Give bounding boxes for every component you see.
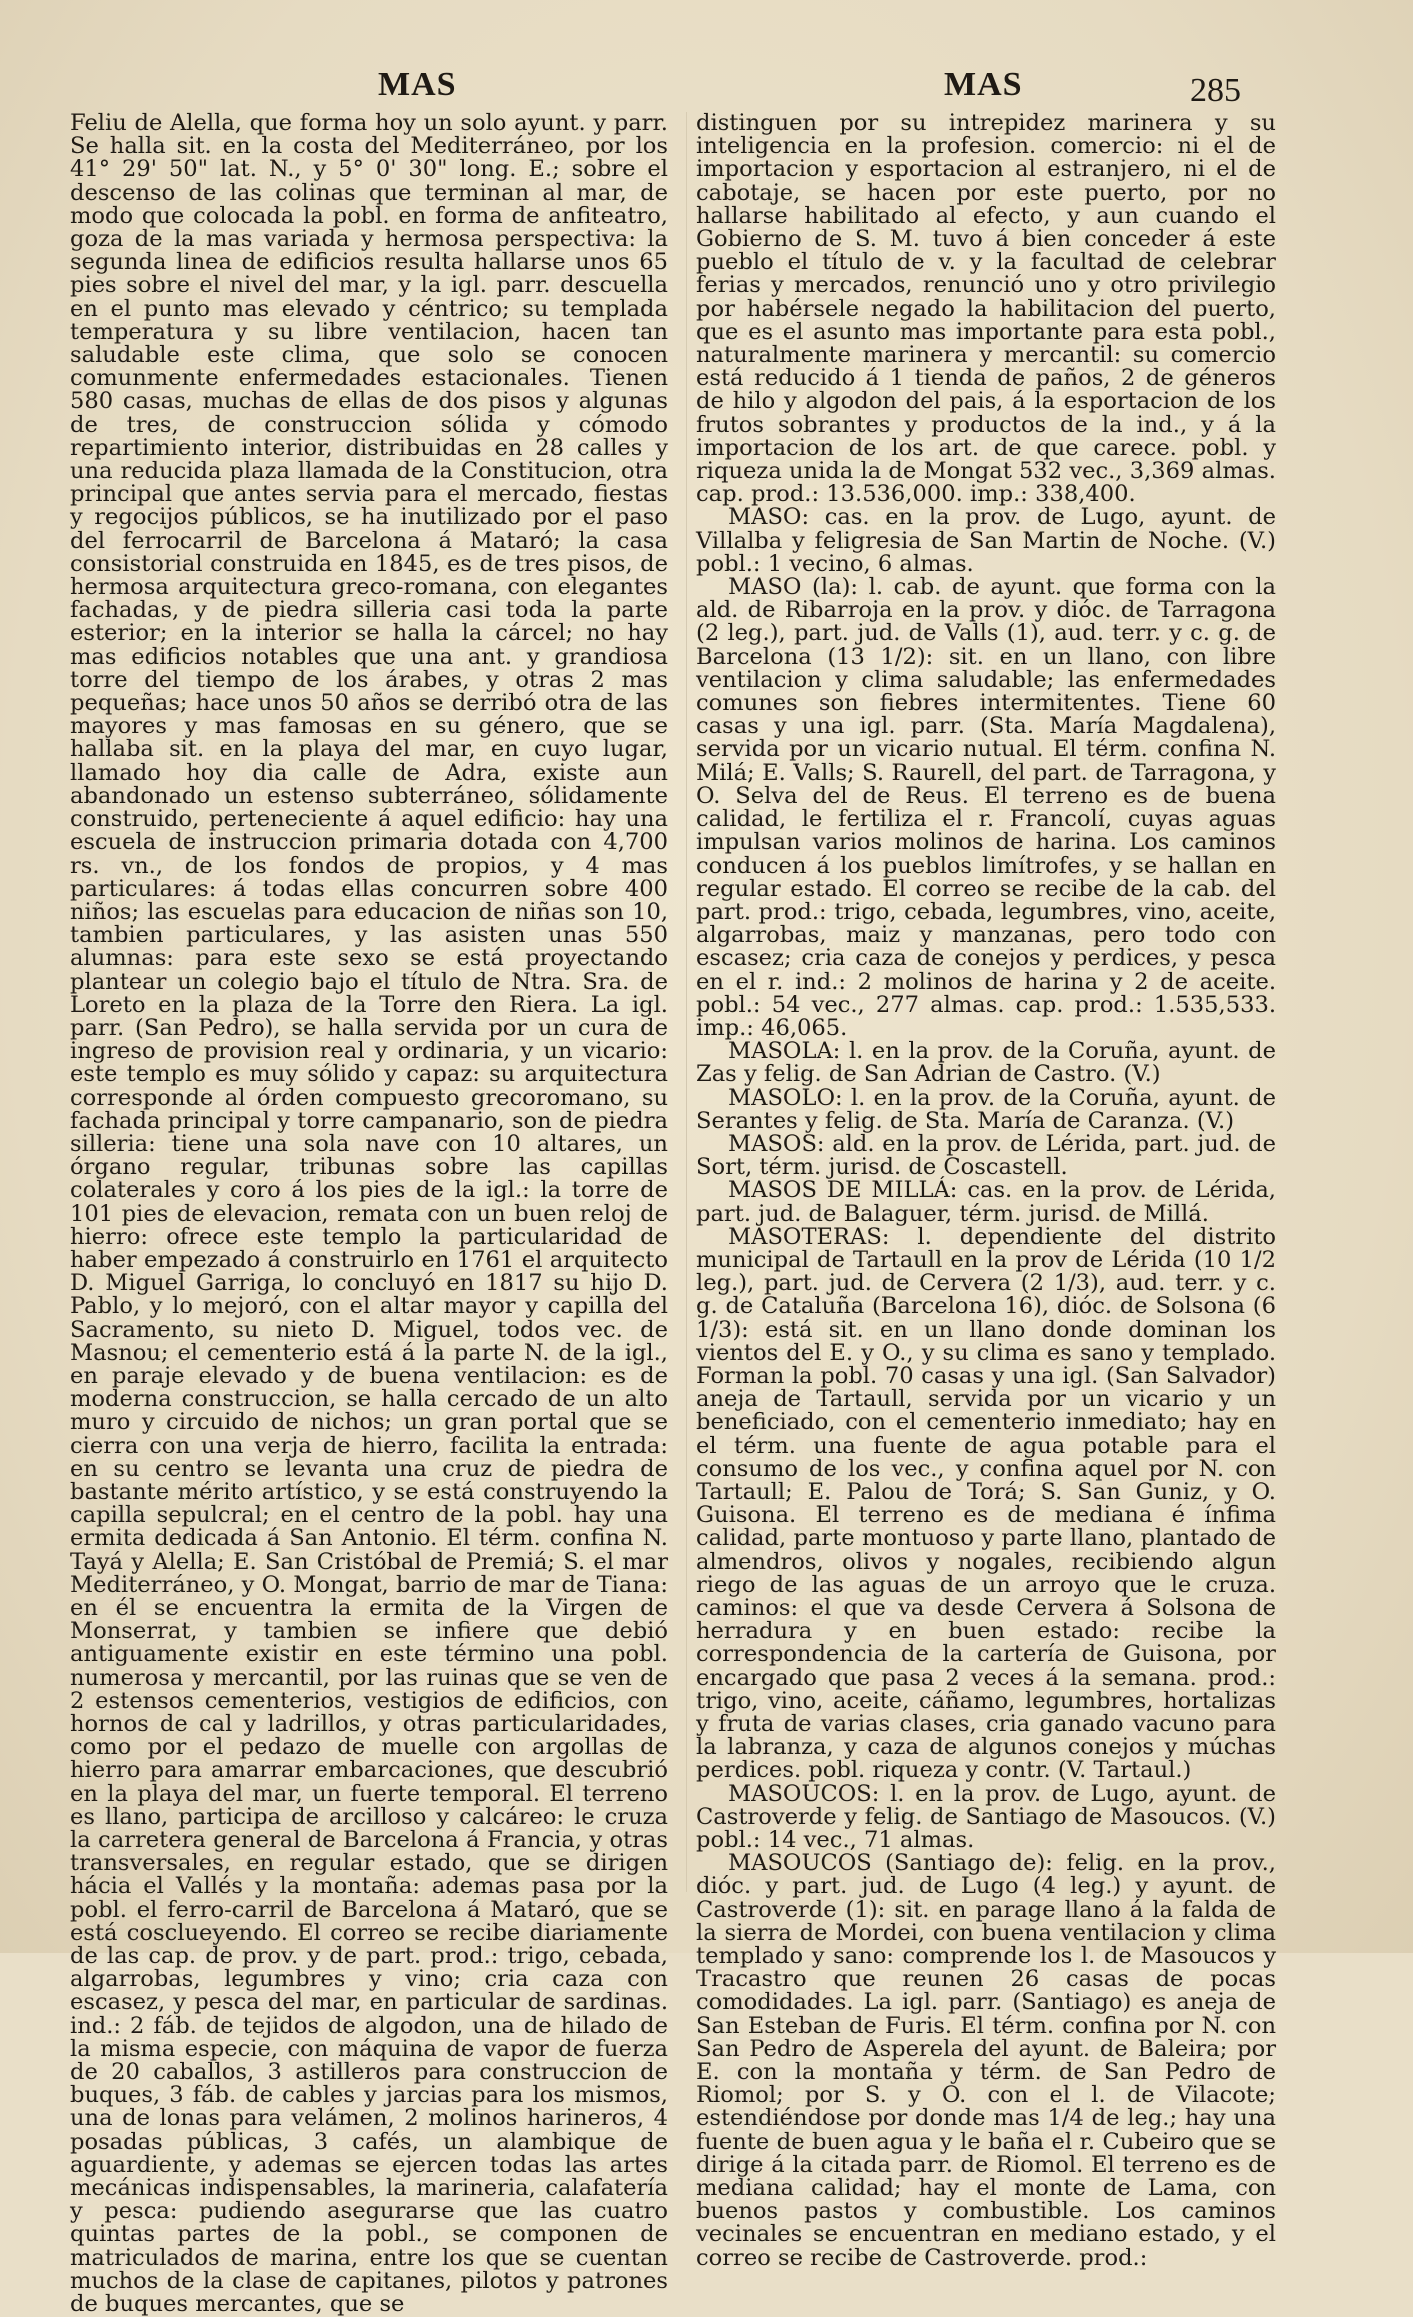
entry-masos: MASOS: ald. en la prov. de Lérida, part. jud. de Sort, térm. jurisd. de Coscastell. (696, 1130, 1276, 1181)
running-head-left: MAS (378, 66, 457, 103)
entry-masos-de-milla: MASOS DE MILLÁ: cas. en la prov. de Lérida, part. jud. de Balaguer, térm. jurisd. de Millá. (696, 1177, 1276, 1227)
column-divider (686, 112, 687, 1892)
right-column (696, 110, 1276, 2271)
running-head-right: MAS (944, 66, 1023, 103)
left-paragraph: Feliu de Alella, que forma hoy un solo ayunt. y parr. Se halla sit. en la costa del Mediterráneo, por los 41° 29' 50" lat. N., y 5° 0' 30" long. E.; sobre el descenso de las colinas que terminan al mar, de modo que colocada la pobl. en forma de anfiteatro, goza de la mas variada y hermosa perspectiva: la segunda linea de edificios resulta hallarse unos 65 pies sobre el nivel del mar, y la igl. parr. descuella en el punto mas elevado y céntrico; su templada temperatura y su libre ventilacion, hacen tan saludable este clima, que solo se conocen comunmente enfermedades estacionales. Tienen 580 casas, muchas de ellas de dos pisos y algunas de tres, de construccion sólida y cómodo repartimiento interior, distribuidas en 28 calles y una reducida plaza llamada de la Constitucion, otra principal que antes servia para el mercado, fiestas y regocijos públicos, se ha inutilizado por el paso del ferrocarril de Barcelona á Mataró; la casa consistorial construida en 1845, es de tres pisos, de hermosa arquitectura greco-romana, con elegantes fachadas, y de piedra silleria casi toda la parte esterior; en la interior se halla la cárcel; no hay mas edificios notables que una ant. y grandiosa torre del tiempo de los árabes, y otras 2 mas pequeñas; hace unos 50 años se derribó otra de las mayores y mas famosas en su género, que se hallaba sit. en la playa del mar, en cuyo lugar, llamado hoy dia calle de Adra, existe aun abandonado un estenso subterráneo, sólidamente construido, perteneciente á aquel edificio: hay una escuela de instruccion primaria dotada con 4,700 rs. vn., de los fondos de propios, y 4 mas particulares: á todas ellas concurren sobre 400 niños; las escuelas para educacion de niñas son 10, tambien particulares, y las asisten unas 550 alumnas: para este sexo se está proyectando plantear un colegio bajo el título de Ntra. Sra. de Loreto en la plaza de la Torre den Riera. La igl. parr. (San Pedro), se halla servida por un cura de ingreso de provision real y ordinaria, y un vicario: este templo es muy sólido y capaz: su arquitectura corresponde al órden compuesto grecoromano, su fachada principal y torre campanario, son de piedra silleria: tiene una sola nave con 10 altares, un órgano regular, tribunas sobre las capillas colaterales y coro á los pies de la igl.: la torre de 101 pies de elevacion, remata con un buen reloj de hierro: ofrece este templo la particularidad de haber empezado á construirlo en 1761 el arquitecto D. Miguel Garriga, lo concluyó en 1817 su hijo D. Pablo, y lo mejoró, con el altar mayor y capilla del Sacramento, su nieto D. Miguel, todos vec. de Masnou; el cementerio está á la parte N. de la igl., en paraje elevado y de buena ventilacion: es de moderna construccion, se halla cercado de un alto muro y circuido de nichos; un gran portal que se cierra con una verja de hierro, facilita la entrada: en su centro se levanta una cruz de piedra de bastante mérito artístico, y se está construyendo la capilla sepulcral; en el centro de la pobl. hay una ermita dedicada á San Antonio. El térm. confina N. Tayá y Alella; E. San Cristóbal de Premiá; S. el mar Mediterráneo, y O. Mongat, barrio de mar de Tiana: en él se encuentra la ermita de la Virgen de Monserrat, y tambien se infiere que debió antiguamente existir en este término una pobl. numerosa y mercantil, por las ruinas que se ven de 2 estensos cementerios, vestigios de edificios, con hornos de cal y ladrillos, y otras particularidades, como por el pedazo de muelle con argollas de hierro para amarrar embarcaciones, que descubrió en la playa del mar, un fuerte temporal. El terreno es llano, participa de arcilloso y calcáreo: le cruza la carretera general de Barcelona á Francia, y otras transversales, en regular estado, que se dirigen hácia el Vallés y la montaña: ademas pasa por la pobl. el ferro-carril de Barcelona á Mataró, que se está cosclueyendo. El correo se recibe diariamente de las cap. de prov. y de part. prod.: trigo, cebada, algarrobas, legumbres y vino; cria caza con escasez, y pesca del mar, en particular de sardinas. ind.: 2 fáb. de tejidos de algodon, una de hilado de la misma especie, con máquina de vapor de fuerza de 20 caballos, 3 astilleros para construccion de buques, 3 fáb. de cables y jarcias para los mismos, una de lonas para velámen, 2 molinos harineros, 4 posadas públicas, 3 cafés, un alambique de aguardiente, y ademas se ejercen todas las artes mecánicas indispensables, la marineria, calafatería y pesca: pudiendo asegurarse que las cuatro quintas partes de la pobl., se componen de matriculados de marina, entre los que se cuentan muchos de la clase de capitanes, pilotos y patrones de buques mercantes, que se (70, 110, 668, 2317)
entry-masolo: MASOLO: l. en la prov. de la Coruña, ayunt. de Serantes y felig. de Sta. María de Caranza. (V.) (696, 1084, 1276, 1134)
entry-maso-la: MASO (la): l. cab. de ayunt. que forma con la ald. de Ribarroja en la prov. y dióc. de Tarragona (2 leg.), part. jud. de Valls (1), aud. terr. y c. g. de Barcelona (13 1/2): sit. en un llano, con libre ventilacion y clima saludable; las enfermedades comunes son fiebres intermitentes. Tiene 60 casas y una igl. parr. (Sta. María Magdalena), servida por un vicario nutual. El térm. confina N. Milá; E. Valls; S. Raurell, del part. de Tarragona, y O. Selva del de Reus. El terreno es de buena calidad, le fertiliza el r. Francolí, cuyas aguas impulsan varios molinos de harina. Los caminos conducen á los pueblos limítrofes, y se hallan en regular estado. El correo se recibe de la cab. del part. prod.: trigo, cebada, legumbres, vino, aceite, algarrobas, maiz y manzanas, pero todo con escasez; cria caza de conejos y perdices, y pesca en el r. ind.: 2 molinos de harina y 2 de aceite. pobl.: 54 vec., 277 almas. cap. prod.: 1.535,533. imp.: 46,065. (696, 574, 1276, 1041)
entry-masoucos-santiago: MASOUCOS (Santiago de): felig. en la prov., dióc. y part. jud. de Lugo (4 leg.) y ayunt. de Castroverde (1): sit. en parage llano á la falda de la sierra de Mordei, con buena ventilacion y clima templado y sano: comprende los l. de Masoucos y Tracastro que reunen 26 casas de pocas comodidades. La igl. parr. (Santiago) es aneja de San Esteban de Furis. El térm. confina por N. con San Pedro de Asperela del ayunt. de Baleira; por E. con la montaña y térm. de San Pedro de Riomol; por S. y O. con el l. de Vilacote; estendiéndose por donde mas 1/4 de leg.; hay una fuente de buen agua y le baña el r. Cubeiro que se dirige á la citada parr. de Riomol. El terreno es de mediana calidad; hay el monte de Lama, con buenos pastos y combustible. Los caminos vecinales se encuentran en mediano estado, y el correo se recibe de Castroverde. prod.: (696, 1850, 1276, 2271)
right-paragraph-continuation: distinguen por su intrepidez marinera y su inteligencia en la profesion. comercio: ni el de importacion y esportacion al estranjero, ni el de cabotaje, se hacen por este puerto, por no hallarse habilitado al efecto, y aun cuando el Gobierno de S. M. tuvo á bien conceder á este pueblo el título de v. y la facultad de celebrar ferias y mercados, renunció uno y otro privilegio por habérsele negado la habilitacion del puerto, que es el asunto mas importante para esta pobl., naturalmente marinera y mercantil: su comercio está reducido á 1 tienda de paños, 2 de géneros de hilo y algodon del pais, á la esportacion de los frutos sobrantes y productos de la ind., y á la importacion de los art. de que carece. pobl. y riqueza unida la de Mongat 532 vec., 3,369 almas. cap. prod.: 13.536,000. imp.: 338,400. (696, 110, 1276, 508)
page-number: 285 (1190, 72, 1241, 109)
entry-masola: MASOLA: l. en la prov. de la Coruña, ayunt. de Zas y felig. de San Adrian de Castro. (V.) (696, 1038, 1276, 1088)
entry-masoucos: MASOUCOS: l. en la prov. de Lugo, ayunt. de Castroverde y felig. de Santiago de Masoucos. (V.) pobl.: 14 vec., 71 almas. (696, 1780, 1276, 1854)
entry-maso: MASO: cas. en la prov. de Lugo, ayunt. de Villalba y feligresia de San Martin de Noche. (V.) pobl.: 1 vecino, 6 almas. (696, 504, 1276, 577)
entry-masoteras: MASOTERAS: l. dependiente del distrito municipal de Tartaull en la prov de Lérida (10 1/2 leg.), part. jud. de Cervera (2 1/3), aud. terr. y c. g. de Cataluña (Barcelona 16), dióc. de Solsona (6 1/3): está sit. en un llano donde dominan los vientos del E. y O., y su clima es sano y templado. Forman la pobl. 70 casas y una igl. (San Salvador) aneja de Tartaull, servida por un vicario y un beneficiado, con el cementerio inmediato; hay en el térm. una fuente de agua potable para el consumo de los vec., y confina aquel por N. con Tartaull; E. Palou de Torá; S. San Guniz, y O. Guisona. El terreno es de mediana é ínfima calidad, parte montuoso y parte llano, plantado de almendros, olivos y nogales, recibiendo algun riego de las aguas de un arroyo que le cruza. caminos: el que va desde Cervera á Solsona de herradura y en buen estado: recibe la correspondencia de la cartería de Guisona, por encargado que pasa 2 veces á la semana. prod.: trigo, vino, aceite, cáñamo, legumbres, hortalizas y fruta de varias clases, cria ganado vacuno para la labranza, y caza de algunos conejos y múchas perdices. pobl. riqueza y contr. (V. Tartaul.) (696, 1223, 1276, 1784)
left-column (70, 110, 668, 2317)
